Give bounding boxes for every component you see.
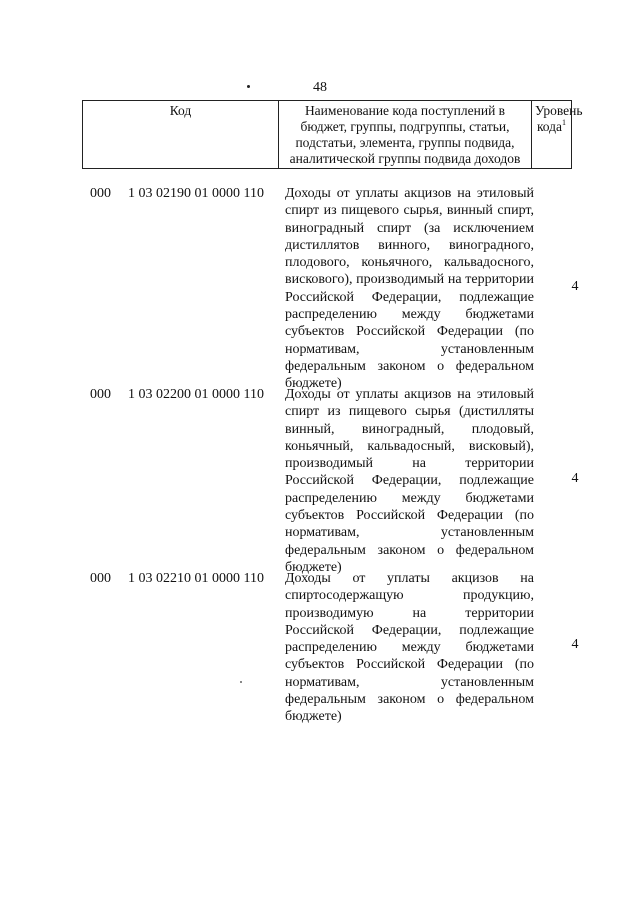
header-code: [83, 101, 279, 169]
revenue-code: 1 03 02210 01 0000 110: [128, 571, 264, 586]
header-row: [83, 101, 572, 169]
header-name-label: Наименование кода поступлений в бюджет, группы, подгруппы, статьи, подстатьи, элемента, группы подвида, аналитической группы подвида доходов: [289, 103, 521, 166]
header-level: [532, 101, 583, 169]
admin-code: 000: [90, 387, 111, 402]
header-code-label: Код: [169, 103, 192, 118]
code-level: 4: [571, 279, 579, 294]
code-level: 4: [571, 637, 579, 652]
revenue-code: 1 03 02200 01 0000 110: [128, 387, 264, 402]
page-number: 48: [313, 80, 327, 95]
footnote-marker: 1: [562, 118, 567, 127]
revenue-description: Доходы от уплаты акцизов на этиловый спирт из пищевого сырья (дистилляты винный, виноградный, плодовый, коньячный, кальвадосный, висковый), производимый на территории Российской Федерации, подлежащие распределению между бюджетами субъектов Российской Федерации (по нормативам, установленным федеральным законом о федеральном бюджете): [285, 387, 534, 575]
header-name: [279, 101, 532, 169]
revenue-code: 1 03 02190 01 0000 110: [128, 186, 264, 201]
header-level-label: Уровень кода: [535, 103, 583, 134]
scan-speck: [240, 681, 242, 683]
admin-code: 000: [90, 571, 111, 586]
revenue-description: Доходы от уплаты акцизов на спиртосодержащую продукцию, производимую на территории Российской Федерации, подлежащие распределению между бюджетами субъектов Российской Федерации (по нормативам, установленным федеральным законом о федеральном бюджете): [285, 571, 534, 725]
column-header-table: [82, 100, 583, 169]
code-level: 4: [571, 471, 579, 486]
revenue-description: Доходы от уплаты акцизов на этиловый спирт из пищевого сырья, винный спирт, виноградный спирт (за исключением дистиллятов винного, виноградного, плодового, коньячного, кальвадосного, вискового), производимый на территории Российской Федерации, подлежащие распределению между бюджетами субъектов Российской Федерации (по нормативам, установленным федеральным законом о федеральном бюджете): [285, 186, 534, 392]
admin-code: 000: [90, 186, 111, 201]
